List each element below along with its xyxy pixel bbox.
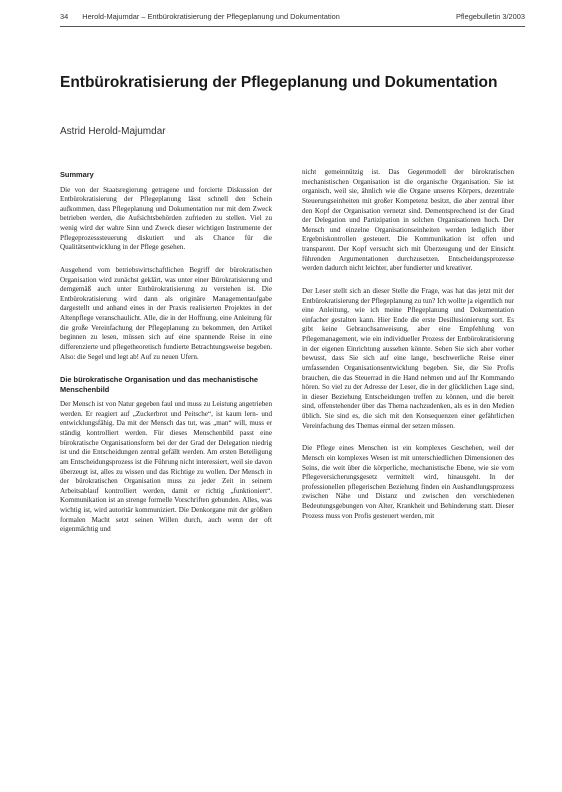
- body-paragraph-right-2: Der Leser stellt sich an dieser Stelle die Frage, was hat das jetzt mit der Entbürokratisierung der Pflegeplanung zu tun? Ich wollte ja eigentlich nur eine Anleitung, wie ich meine Pflegeplanung und Dokumentation einfacher gestalten kann. Hier Ende die erste Desillusionierung sort. Es gibt keine Gebrauchsanweisung, aber eine Empfehlung von Pflegemanagement, wie ein individueller Prozess der Entbürokratisierung in der eigenen Einrichtung aussehen könnte. Sehen Sie sich aber vorher bewusst, dass Sie sich auf eine lange, beschwerliche Reise einer umfassenden Organisationsentwicklung begeben. Sie, die Sie Profis brauchen, die das Steuerrad in die Hand nehmen und auf Ihr Kommando hören. So viel zu der Adresse der Leser, die in der glücklichen Lage sind, in dieser Beziehung Entscheidungen treffen zu können, und die bereit sind, offenstehender über das Thema nachzudenken, als es in den Medien üblich. Sie sind es, die sich mit den Konsequenzen einer gefährlichen Vereinfachung des Themas einmal der setzen müssen.: [302, 286, 514, 430]
- summary-heading: Summary: [60, 170, 94, 179]
- summary-paragraph-1: Die von der Staatsregierung getragene und forcierte Diskussion der Entbürokratisierung der Pflegeplanung lässt schnell den Schein aufkommen, dass Pflegeplanung und Dokumentation nur mit dem Zweck betrieben werden, die Aufsichtsbehörden zufrieden zu stellen. Viel zu wenig wird der wahre Sinn und Zweck dieser wichtigen Instrumente der Pflegeprozesssteuerung diskutiert und als Chance für die Qualitätsentwicklung in der Pflege gesehen.: [60, 185, 272, 252]
- left-column: [60, 170, 272, 548]
- section-heading: Die bürokratische Organisation und das mechanistische Menschenbild: [60, 375, 258, 394]
- article-author: Astrid Herold-Majumdar: [60, 126, 166, 137]
- body-paragraph-right-3: Die Pflege eines Menschen ist ein komplexes Geschehen, weil der Mensch ein komplexes Wesen ist mit unterschiedlichen Dimensionen des Seins, die weit über die körperliche, mechanistische Ebene, wie sie vom Pflegeversicherungsgesetz vermittelt wird, hinausgeht. In der professionellen pflegerischen Beziehung finden ein Aushandlungsprozess zwischen Nähe und Distanz und zwischen den verschiedenen Bedeutungsgebungen von Alter, Krankheit und Behinderung statt. Dieser Prozess muss von Profis gesteuert werden, mit: [302, 444, 514, 520]
- body-paragraph: Der Mensch ist von Natur gegeben faul und muss zu Leistung angetrieben werden. Er reagiert auf „Zuckerbrot und Peitsche“, ist kaum lern- und entwicklungsfähig. Da mit der Mensch das tut, was „man“ will, muss er ständig kontrolliert werden. Für dieses Menschenbild passt eine bürokratische Organisationsform bei der der Grad der Delegation niedrig ist und die Entscheidungen zentral gefällt werden. Am ersten Beteiligung am Entscheidungsprozess ist die Führung nicht interessiert, weil sie davon überzeugt ist, alles zu wissen und das Richtige zu wollen. Der Mensch in der bürokratischen Organisation muss zu jeder Zeit in seinem Arbeitsablauf kontrolliert werden, damit er richtig „funktioniert“. Kommunikation ist an strenge formelle Vorschriften gebunden. Alles, was wichtig ist, wird autoritär kommuniziert. Die Denkorgane mit der größten formalen Macht setzt seinen Willen durch, auch wenn der oft eigenmächtig und: [60, 400, 272, 534]
- running-header: [60, 12, 525, 27]
- summary-paragraph-2: Ausgehend vom betriebswirtschaftlichen Begriff der bürokratischen Organisation wird zunächst geklärt, was unter einer Bürokratisierung und demgemäß auch unter Entbürokratisierung zu verstehen ist. Die Entbürokratisierung wird dann als originäre Managementaufgabe dargestellt und anhand eines in der Praxis realisierten Projektes in der Altenpflege veranschaulicht. Alle, die in der Hoffnung, eine Anleitung für die große Vereinfachung der Pflegeplanung zu bekommen, den Artikel beginnen zu lesen, müssen sich auf eine spannende Reise in eine differenzierte und pflegetheoretisch fundierte Betrachtungsweise begeben. Also: die Segel und legt ab! Auf zu neuen Ufern.: [60, 265, 272, 361]
- journal-name: Pflegebulletin 3/2003: [455, 12, 525, 21]
- body-paragraph-right-1: nicht gemeinnützig ist. Das Gegenmodell der bürokratischen mechanistischen Organisation ist die organische Organisation. Sie ist organisch, weil sie, ähnlich wie die Organe unseres Körpers, dezentrale Steuerungseinheiten mit großer Kompetenz besitzt, die aber zentral über den Kopf der Organisation vernetzt sind. Dementsprechend ist der Grad der Delegation und Partizipation in solchen Organisationen hoch. Der Mensch und einzelne Organisationseinheiten werden lediglich über Ergebniskontrollen gesteuert. Die Kommunikation ist offen und transparent. Der Kopf versucht sich mit Überzeugung und der Einsicht führenden Argumentationen durchzusetzen. Entscheidungsprozesse werden dadurch nicht leichter, aber fundierter und kreativer.: [302, 168, 514, 273]
- header-left: [60, 12, 354, 26]
- article-title: Entbürokratisierung der Pflegeplanung und Dokumentation: [60, 74, 498, 91]
- right-column: [302, 168, 514, 534]
- running-title: Herold-Majumdar – Entbürokratisierung der Pflegeplanung und Dokumentation: [82, 12, 340, 21]
- page-number: 34: [60, 12, 69, 21]
